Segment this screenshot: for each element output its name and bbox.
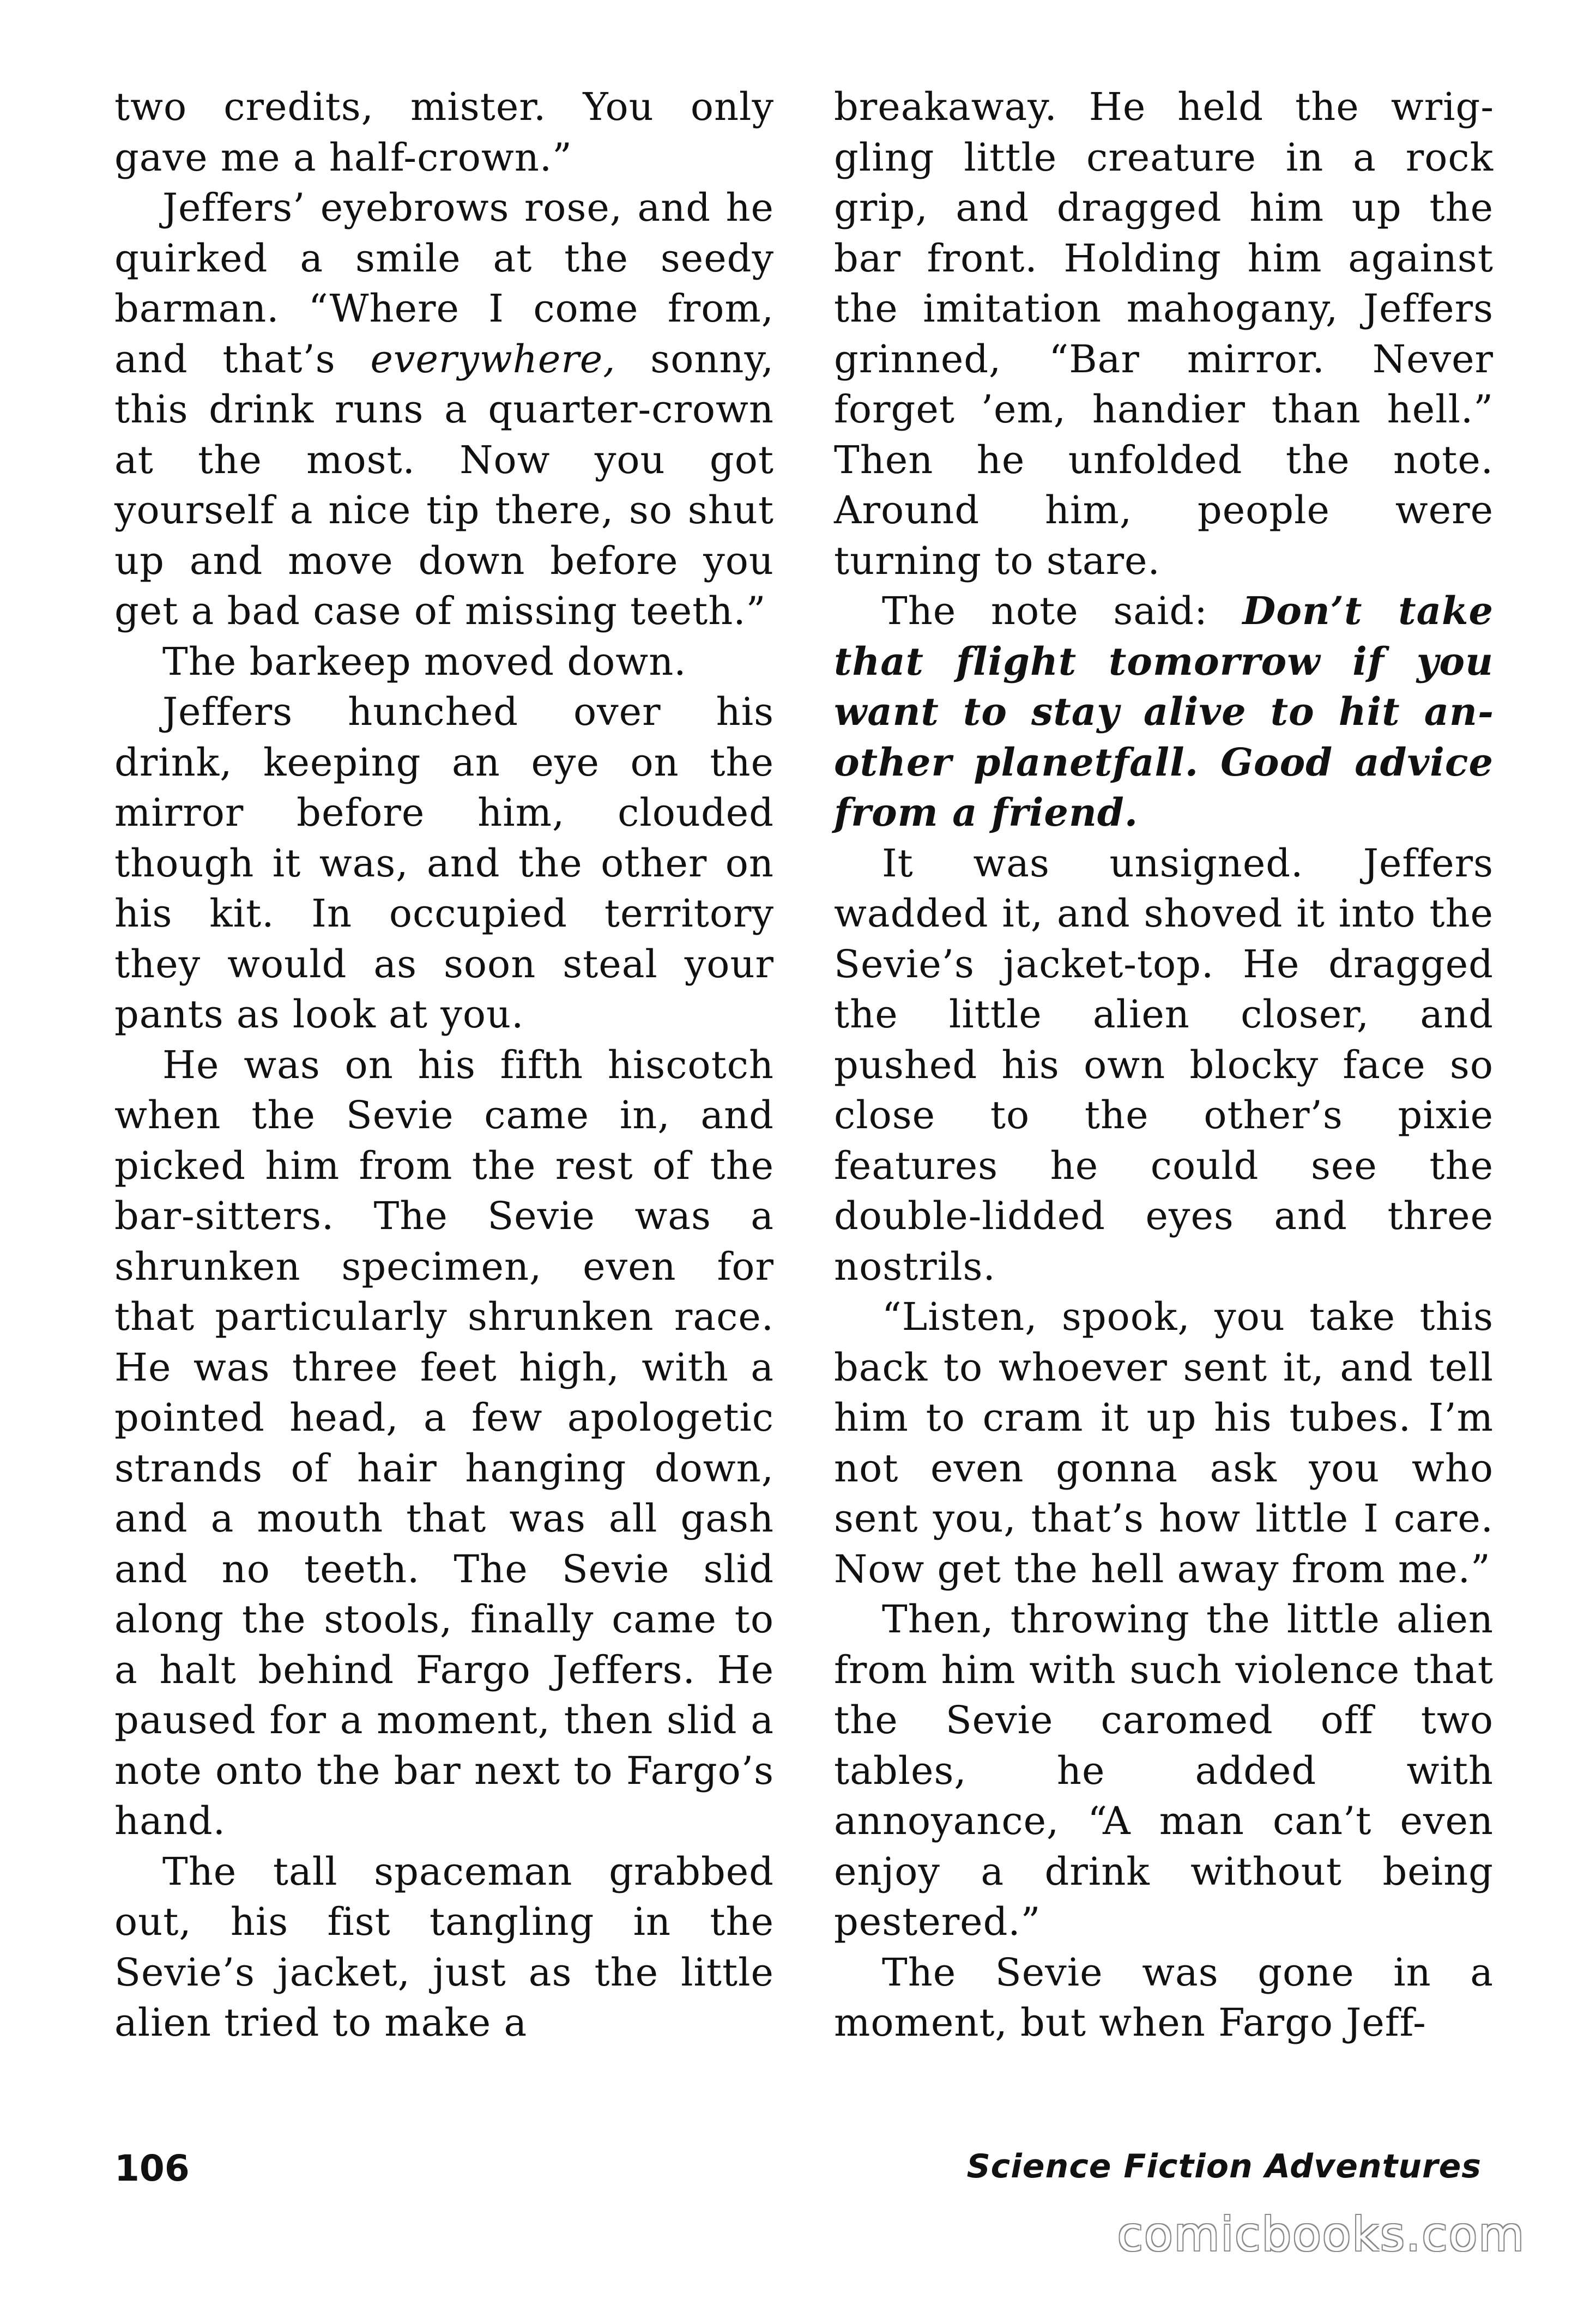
paragraph: “Listen, spook, you take this back to whoever sent it, and tell him to cram it up his tubes. I’m not even gonna ask you who sent you, that’s how little I care. Now get the hell away from me.” bbox=[834, 1294, 1494, 1591]
paragraph: The Sevie was gone in a moment, but when Fargo Jeff- bbox=[834, 1950, 1494, 2045]
text-run: The note said: bbox=[882, 589, 1243, 633]
magazine-title: Science Fiction Adventures bbox=[966, 2147, 1482, 2186]
paragraph: Jeffers hunched over his drink, keeping an eye on the mirror before him, clouded though it was, and the other on his kit. In occupied territory they would as soon steal your pants as look at you. bbox=[114, 689, 774, 1037]
paragraph: breakaway. He held the wriggling little creature in a rock grip, and dragged him up the bar front. Holding him against the imitation mahogany, Jeffers grinned, “Bar mirror. Never forget ’em, handier than hell.” Then he unfolded the note. Around him, people were turning to stare. bbox=[834, 84, 1494, 583]
italic-note-text: Don’t take that flight tomorrow if you want to stay alive to hit another planetfall. Good advice from a friend. bbox=[834, 588, 1494, 835]
paragraph: The tall spaceman grabbed out, his fist tangling in the Sevie’s jacket, just as the little alien tried to make a bbox=[114, 1849, 774, 2045]
left-column bbox=[114, 82, 774, 2048]
paragraph: two credits, mister. You only gave me a half-crown.” bbox=[114, 84, 774, 180]
right-column bbox=[834, 82, 1494, 2048]
paragraph: It was unsigned. Jeffers wadded it, and shoved it into the Sevie’s jacket-top. He dragged the little alien closer, and pushed his own blocky face so close to the other’s pixie features he could see the double-lidded eyes and three nostrils. bbox=[834, 840, 1494, 1289]
page-number: 106 bbox=[114, 2147, 190, 2189]
italic-text: everywhere, bbox=[370, 336, 616, 382]
watermark: comicbooks.com bbox=[1117, 2207, 1525, 2262]
paragraph: He was on his fifth hiscotch when the Sevie came in, and picked him from the rest of the bar-sitters. The Sevie was a shrunken specimen, even for that particularly shrunken race. He was three feet high, with a pointed head, a few apologetic strands of hair hanging down, and a mouth that was all gash and no teeth. The Sevie slid along the stools, finally came to a halt behind Fargo Jeffers. He paused for a moment, then slid a note onto the bar next to Fargo’s hand. bbox=[114, 1042, 774, 1843]
paragraph: Then, throwing the little alien from him with such violence that the Sevie caromed off two tables, he added with annoyance, “A man can’t even enjoy a drink without being pestered.” bbox=[834, 1597, 1494, 1944]
paragraph bbox=[114, 183, 774, 637]
paragraph: The barkeep moved down. bbox=[162, 639, 687, 684]
text-run: sonny, this drink runs a quarter-crown at the most. Now you got yourself a nice tip there, so shut up and move down before you get a bad case of missing teeth.” bbox=[114, 336, 774, 633]
paragraph bbox=[834, 586, 1494, 838]
text-run: Jeffers’ eyebrows rose, and he quirked a smile at the seedy barman. “Where I come from, and that’s bbox=[114, 185, 774, 382]
